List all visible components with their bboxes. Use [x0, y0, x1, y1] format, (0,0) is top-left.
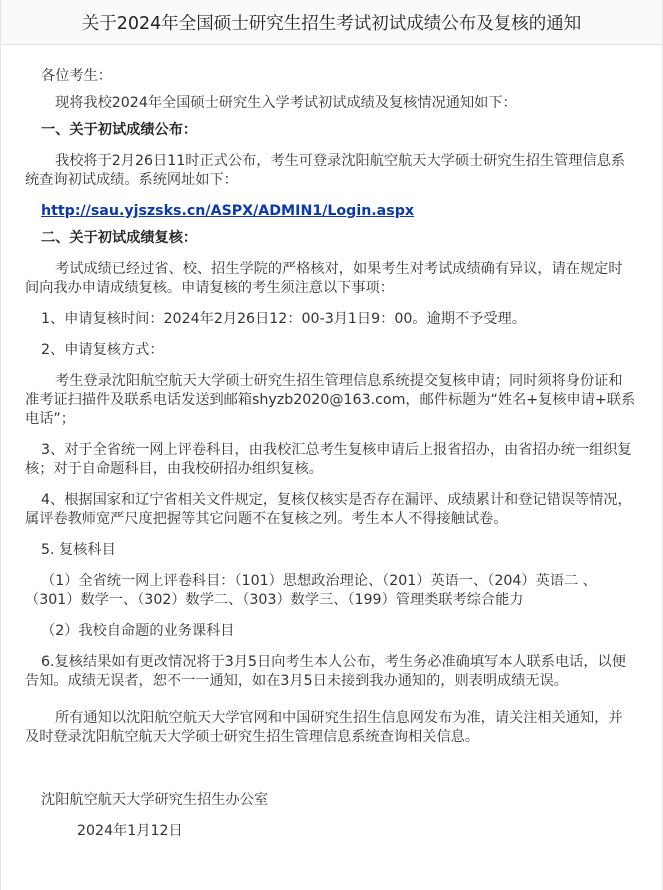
item5-heading: 5. 复核科目 [41, 542, 116, 558]
section1-paragraph: 我校将于2月26日11时正式公布，考生可登录沈阳航空航天大学硕士研究生招生管理信息系统查询初试成绩。系统网址如下： [25, 153, 626, 188]
item1-review-time: 1、申请复核时间：2024年2月26日12：00-3月1日9：00。逾期不予受理。 [41, 311, 526, 327]
salutation: 各位考生： [41, 68, 112, 84]
intro-paragraph: 现将我校2024年全国硕士研究生入学考试初试成绩及复核情况通知如下： [55, 95, 517, 111]
signature-office: 沈阳航空航天大学研究生招生办公室 [41, 792, 269, 808]
page-title: 关于2024年全国硕士研究生招生考试初试成绩公布及复核的通知 [81, 13, 582, 34]
closing-paragraph: 所有通知以沈阳航空航天大学官网和中国研究生招生信息网发布为准，请关注相关通知，并及时登录沈阳航空航天大学硕士研究生招生管理信息系统查询相关信息。 [25, 710, 623, 745]
signature-date: 2024年1月12日 [77, 823, 183, 839]
item3-paragraph: 3、对于全省统一网上评卷科目，由我校汇总考生复核申请后上报省招办，由省招办统一组织复核；对于自命题科目，由我校研招办组织复核。 [25, 442, 632, 477]
item5-subjects-unified: （1）全省统一网上评卷科目：（101）思想政治理论、（201）英语一、（204）英语二 、（301）数学一、（302）数学二、（303）数学三、（199）管理类联考综合能力 [25, 573, 597, 608]
title-bar [1, 0, 662, 45]
section1-heading: 一、关于初试成绩公布： [41, 122, 198, 138]
link-line [25, 202, 636, 221]
item5-subjects-self: （2）我校自命题的业务课科目 [41, 623, 235, 639]
item2-review-method: 2、申请复核方式： [41, 342, 164, 358]
item6-paragraph: 6.复核结果如有更改情况将于3月5日向考生本人公布，考生务必准确填写本人联系电话，以便告知。成绩无误者，恕不一一通知，如在3月5日未接到我办通知的，则表明成绩无误。 [25, 654, 626, 689]
section2-paragraph: 考试成绩已经过省、校、招生学院的严格核对，如果考生对考试成绩确有异议，请在规定时间向我办申请成绩复核。申请复核的考生须注意以下事项： [25, 261, 623, 296]
item4-paragraph: 4、根据国家和辽宁省相关文件规定，复核仅核实是否存在漏评、成绩累计和登记错误等情况，属评卷教师宽严尺度把握等其它问题不在复核之列。考生本人不得接触试卷。 [25, 492, 632, 527]
item2-description: 考生登录沈阳航空航天大学硕士研究生招生管理信息系统提交复核申请；同时须将身份证和准考证扫描件及联系电话发送到邮箱shyzb2020@163.com，邮件标题为“姓名+复核申请+联系电话”； [25, 373, 636, 427]
section2-heading: 二、关于初试成绩复核： [41, 230, 198, 246]
system-login-link[interactable]: http://sau.yjszsks.cn/ASPX/ADMIN1/Login.aspx [41, 203, 415, 219]
notice-body [1, 45, 662, 841]
